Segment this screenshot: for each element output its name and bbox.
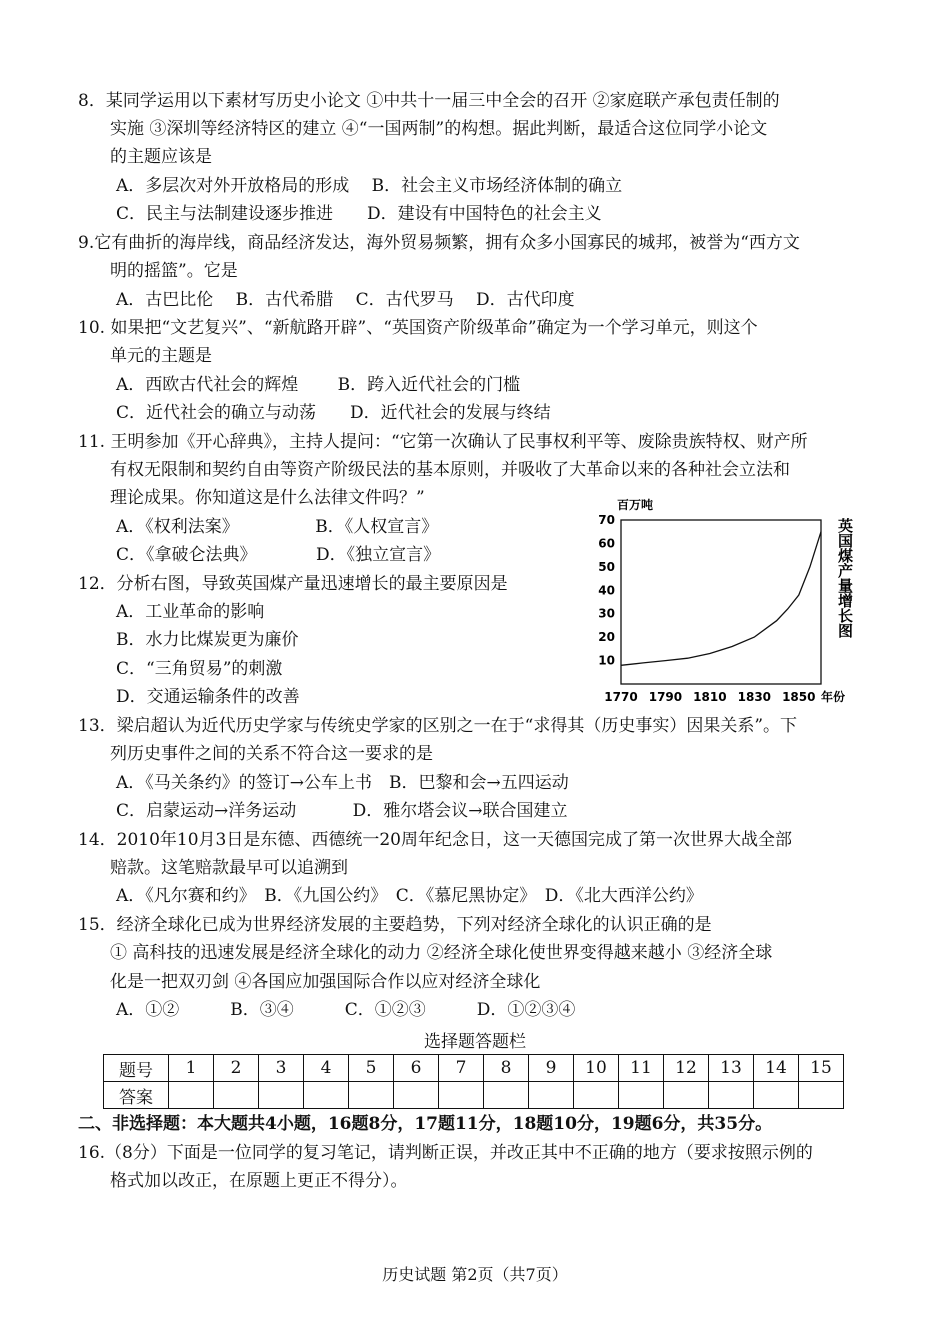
answer-table-number-row xyxy=(104,1055,844,1082)
y-tick-label: 70 xyxy=(598,513,615,527)
q11-options-ab: A．《权利法案》 B．《人权宣言》 xyxy=(116,517,439,537)
coal-output-line xyxy=(621,532,821,666)
answer-table-answer-cell[interactable] xyxy=(664,1082,709,1109)
answer-table-number-cell: 4 xyxy=(304,1055,349,1082)
answer-table-answer-cell[interactable] xyxy=(709,1082,754,1109)
y-tick-label: 60 xyxy=(598,536,615,551)
answer-table-number-cell: 9 xyxy=(529,1055,574,1082)
y-tick-label: 10 xyxy=(598,653,615,668)
q10-line1: 10. 如果把“文艺复兴”、“新航路开辟”、“英国资产阶级革命”确定为一个学习单元，则这个 xyxy=(78,318,758,338)
q12-line1: 12．分析右图，导致英国煤产量迅速增长的最主要原因是 xyxy=(78,574,508,594)
answer-table-answer-cell[interactable] xyxy=(529,1082,574,1109)
q8-line1: 8．某同学运用以下素材写历史小论文 ①中共十一届三中全会的召开 ②家庭联产承包责任制的 xyxy=(78,91,780,111)
answer-table-answer-cell[interactable] xyxy=(259,1082,304,1109)
q11-line1: 11. 王明参加《开心辞典》，主持人提问：“它第一次确认了民事权利平等、废除贵族特权、财产所 xyxy=(78,432,808,452)
q13-options-cd: C．启蒙运动→洋务运动 D．雅尔塔会议→联合国建立 xyxy=(116,801,568,821)
y-tick-label: 40 xyxy=(598,583,615,598)
answer-table-answer-cell[interactable] xyxy=(574,1082,619,1109)
section2-heading: 二、非选择题：本大题共4小题，16题8分，17题11分，18题10分，19题6分，共35分。 xyxy=(78,1114,773,1134)
answer-table-number-cell: 10 xyxy=(574,1055,619,1082)
answer-table-number-cell: 12 xyxy=(664,1055,709,1082)
answer-table-number-cell: 13 xyxy=(709,1055,754,1082)
answer-table-answer-cell[interactable] xyxy=(799,1082,844,1109)
q9-line1: 9.它有曲折的海岸线，商品经济发达，海外贸易频繁，拥有众多小国寡民的城邦，被誉为“西方文 xyxy=(78,233,800,253)
q12-option-c: C．“三角贸易”的刺激 xyxy=(116,659,283,679)
q16-line1: 16.（8分）下面是一位同学的复习笔记，请判断正误，并改正其中不正确的地方（要求按照示例的 xyxy=(78,1143,813,1163)
answer-table-answer-cell[interactable] xyxy=(484,1082,529,1109)
q15-line3: 化是一把双刃剑 ④各国应加强国际合作以应对经济全球化 xyxy=(110,972,541,992)
y-tick-label: 20 xyxy=(598,630,615,645)
coal-output-chart xyxy=(583,496,865,711)
chart-ylabel: 百万吨 xyxy=(617,498,654,512)
answer-table-answer-cell[interactable] xyxy=(439,1082,484,1109)
answer-table xyxy=(103,1054,844,1109)
answer-table-number-cell: 15 xyxy=(799,1055,844,1082)
x-tick-label: 1850 xyxy=(782,690,816,704)
answer-table-number-cell: 11 xyxy=(619,1055,664,1082)
x-tick-label: 1830 xyxy=(737,690,772,704)
chart-title: 英国煤产量增长图 xyxy=(836,518,854,638)
q12-option-b: B．水力比煤炭更为廉价 xyxy=(116,630,299,650)
answer-table-number-cell: 8 xyxy=(484,1055,529,1082)
q10-options-ab: A．西欧古代社会的辉煌 B．跨入近代社会的门槛 xyxy=(116,375,521,395)
x-tick-labels xyxy=(604,690,815,704)
q8-options-cd: C．民主与法制建设逐步推进 D．建设有中国特色的社会主义 xyxy=(116,204,602,224)
answer-table-answer-cell[interactable] xyxy=(214,1082,259,1109)
answer-table-answer-row xyxy=(104,1082,844,1109)
answer-table-number-cell: 7 xyxy=(439,1055,484,1082)
answer-table-number-cell: 2 xyxy=(214,1055,259,1082)
answer-table-number-cell: 14 xyxy=(754,1055,799,1082)
y-tick-label: 50 xyxy=(598,559,615,574)
x-tick-label: 1790 xyxy=(648,690,683,704)
answer-table-answer-cell[interactable] xyxy=(619,1082,664,1109)
q15-line1: 15．经济全球化已成为世界经济发展的主要趋势，下列对经济全球化的认识正确的是 xyxy=(78,915,712,935)
chart-xlabel: 年份 xyxy=(821,690,846,704)
answer-table-number-cell: 6 xyxy=(394,1055,439,1082)
answer-table-number-cell: 3 xyxy=(259,1055,304,1082)
answer-table-answer-cell[interactable] xyxy=(754,1082,799,1109)
q9-line2: 明的摇篮”。它是 xyxy=(110,261,238,281)
answer-table-answer-cell[interactable] xyxy=(349,1082,394,1109)
q11-line3: 理论成果。你知道这是什么法律文件吗？” xyxy=(110,488,425,508)
x-tick-label: 1810 xyxy=(693,690,727,704)
q13-options-ab: A．《马关条约》的签订→公车上书 B．巴黎和会→五四运动 xyxy=(116,773,569,793)
q8-line3: 的主题应该是 xyxy=(110,147,212,167)
q12-option-a: A．工业革命的影响 xyxy=(116,602,265,622)
answer-table-answer-cell[interactable] xyxy=(304,1082,349,1109)
answer-table-row2-label: 答案 xyxy=(104,1082,169,1109)
q12-option-d: D．交通运输条件的改善 xyxy=(116,687,300,707)
y-tick-labels xyxy=(598,513,615,668)
q11-options-cd: C．《拿破仑法典》 D．《独立宣言》 xyxy=(116,545,441,565)
answer-table-answer-cell[interactable] xyxy=(169,1082,214,1109)
q13-line2: 列历史事件之间的关系不符合这一要求的是 xyxy=(110,744,433,764)
q14-line1: 14．2010年10月3日是东德、西德统一20周年纪念日，这一天德国完成了第一次世界大战全部 xyxy=(78,830,792,850)
answer-table-answer-cell[interactable] xyxy=(394,1082,439,1109)
q8-options-ab: A．多层次对外开放格局的形成 B．社会主义市场经济体制的确立 xyxy=(116,176,623,196)
q15-options: A．①② B．③④ C．①②③ D．①②③④ xyxy=(116,1000,576,1020)
answer-table-title: 选择题答题栏 xyxy=(424,1032,526,1052)
answer-table-row1-label: 题号 xyxy=(104,1055,169,1082)
q9-options: A．古巴比伦 B．古代希腊 C．古代罗马 D．古代印度 xyxy=(116,290,575,310)
q16-line2: 格式加以改正，在原题上更正不得分）。 xyxy=(110,1171,408,1191)
answer-table-number-cell: 5 xyxy=(349,1055,394,1082)
q11-line2: 有权无限制和契约自由等资产阶级民法的基本原则，并吸收了大革命以来的各种社会立法和 xyxy=(110,460,790,480)
q8-line2: 实施 ③深圳等经济特区的建立 ④“一国两制”的构想。据此判断，最适合这位同学小论文 xyxy=(110,119,768,139)
y-tick-label: 30 xyxy=(598,606,615,621)
q10-options-cd: C．近代社会的确立与动荡 D．近代社会的发展与终结 xyxy=(116,403,551,423)
q14-options: A．《凡尔赛和约》 B．《九国公约》 C．《慕尼黑协定》 D．《北大西洋公约》 xyxy=(116,886,703,906)
x-tick-label: 1770 xyxy=(604,690,638,704)
chart-plot-frame xyxy=(621,520,821,684)
q15-line2: ① 高科技的迅速发展是经济全球化的动力 ②经济全球化使世界变得越来越小 ③经济全球 xyxy=(110,943,773,963)
answer-table-number-cell: 1 xyxy=(169,1055,214,1082)
q10-line2: 单元的主题是 xyxy=(110,346,212,366)
q13-line1: 13．梁启超认为近代历史学家与传统史学家的区别之一在于“求得其（历史事实）因果关系”。下 xyxy=(78,716,798,736)
q14-line2: 赔款。这笔赔款最早可以追溯到 xyxy=(110,858,348,878)
page-footer: 历史试题 第2页（共7页） xyxy=(382,1265,568,1284)
